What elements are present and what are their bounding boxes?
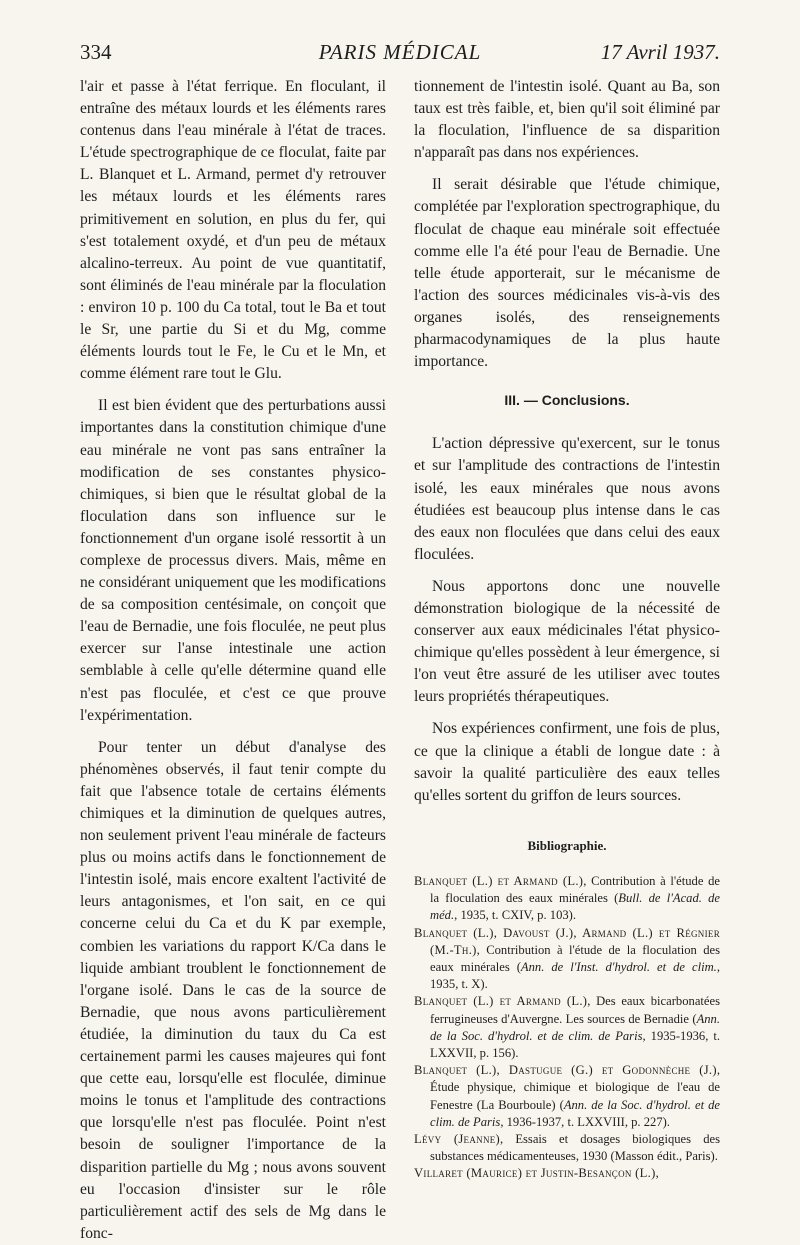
bibliography-entry — [414, 873, 720, 925]
paragraph: tionnement de l'intestin isolé. Quant au Ba, son taux est très faible, et, bien qu'il soit éliminé par la floculation, l'influence de sa disparition n'apparaît pas dans nos expériences. — [414, 78, 720, 162]
bibliography-heading: Bibliographie. — [527, 837, 607, 853]
page-header — [80, 40, 720, 70]
bibliography-entry — [414, 1165, 720, 1182]
paragraph: Il est bien évident que des perturbations aussi importantes dans la constitution chimique d'une eau minérale ne vont pas sans entraîner la modification de ses constantes physico-chimiques, si bien que le résultat global de la floculation dans son influence sur le fonctionnement d'un organe isolé ressortit à un complexe de processus divers. Mais, même en ne considérant uniquement que les modifications de sa composition centésimale, on conçoit que l'eau de Bernadie, une fois floculée, ne peut plus exercer sur l'anse intestinale une action semblable à celle qu'elle détermine quand elle n'est pas floculée, et c'est ce que prouve l'expérimentation. — [80, 397, 386, 724]
paragraph: Pour tenter un début d'analyse des phénomènes observés, il faut tenir compte du fait que l'absence totale de certains éléments chimiques et la diminution de quelques autres, non seulement privent l'eau minérale de facteurs plus ou moins actifs dans le fonctionnement de l'intestin isolé, mais encore exaltent l'activité de leurs antagonismes, et l'on sait, en ce qui concerne celui du Ca et du K par exemple, combien les variations du rapport K/Ca dans le liquide ambiant troublent le fonctionnement de l'organe isolé. Dans le cas de la source de Bernadie, que nous avons particulièrement étudiée, la diminution du taux du Ca est certainement parmi les causes majeures qui font que cette eau, lorsqu'elle est floculée, diminue moins le tonus et l'amplitude des contractions que lorsqu'elle n'est pas floculée. Point n'est besoin de souligner l'importance de la disparition partielle du Mg ; nous avons souvent eu l'occasion d'insister sur le rôle particulièrement actif des sels de Mg dans le fonc- — [80, 738, 386, 1242]
issue-date: 17 Avril 1937. — [600, 40, 720, 64]
ref-journal: Bull. de l'Acad. de méd. — [430, 891, 720, 923]
ref-authors: Blanquet (L.) et Armand (L.) — [414, 873, 584, 888]
journal-title: PARIS MÉDICAL — [318, 40, 482, 64]
paragraph: L'action dépressive qu'exercent, sur le tonus et sur l'amplitude des contractions de l'intestin isolé, les eaux minérales que nous avons étudiées est beaucoup plus intense dans le cas des eaux non floculées que dans celui des eaux floculées. — [414, 435, 720, 563]
paragraph: l'air et passe à l'état ferrique. En floculant, il entraîne des métaux lourds et les éléments rares contenus dans l'eau minérale à l'état de traces. L'étude spectrographique de ce floculat, faite par L. Blanquet et L. Armand, permet d'y retrouver les métaux lourds et les éléments rares primitivement en solution, en plus du fer, qui s'est totalement oxydé, et d'un peu de métaux alcalino-terreux. Au point de vue quantitatif, sont éliminés de l'eau minérale par la floculation : environ 10 p. 100 du Ca total, tout le Ba et tout le Sr, une partie du Si et du Mg, comme éléments lourds tout le Fe, le Cu et le Mn, et comme élément rare tout le Glu. — [80, 78, 386, 383]
ref-text: , 1935-1936, t. LXXVII, p. 156). — [430, 1028, 720, 1060]
ref-text: , 1935, t. X). — [430, 959, 720, 992]
paragraph: Nous apportons donc une nouvelle démonstration biologique de la nécessité de conserver aux eaux médicinales l'état physico-chimique qu'elles possèdent à leur émergence, si l'on veut être assuré de les utiliser avec toutes leurs propriétés thérapeutiques. — [414, 577, 720, 706]
left-column — [80, 76, 386, 1245]
ref-journal: Ann. de l'Inst. d'hydrol. et de clim. — [520, 959, 717, 974]
paragraph: Nos expériences confirment, une fois de plus, ce que la clinique a établi de longue date : à savoir la qualité particulière des eaux telles qu'elles sortent du griffon de leurs sources. — [414, 720, 720, 804]
ref-journal: Ann. de la Soc. d'hydrol. et de clim. de Paris — [430, 1097, 721, 1129]
ref-authors: Blanquet (L.), Dastugue (G.) et Godonnèche (J.) — [414, 1063, 717, 1078]
ref-authors: Blanquet (L.), Davoust (J.), Armand (L.) et Régnier (M.-Th.) — [414, 925, 720, 957]
ref-text: , 1935, t. CXIV, p. 103). — [454, 908, 577, 923]
bibliography-entry — [414, 1062, 720, 1131]
ref-text: , Contribution à l'étude de la floculation des eaux minérales ( — [430, 942, 720, 974]
ref-authors: Lévy (Jeanne) — [414, 1131, 501, 1146]
ref-authors: Blanquet (L.) et Armand (L.) — [414, 994, 588, 1009]
ref-text: , Étude physique, chimique et biologique de l'eau de Fenestre (La Bourboule) ( — [430, 1063, 720, 1112]
bibliography-list — [414, 873, 720, 1183]
right-column — [414, 76, 720, 1183]
ref-text: , Des eaux bicarbonatées ferrugineuses d'Auvergne. Les sources de Bernadie ( — [430, 994, 720, 1026]
page-number: 334 — [80, 40, 112, 64]
ref-authors: Villaret (Maurice) et Justin-Besançon (L.), — [414, 1166, 660, 1181]
bibliography-entry — [414, 993, 720, 1062]
ref-text: , 1936-1937, t. LXXVIII, p. 227). — [500, 1114, 670, 1129]
bibliography-entry — [414, 925, 720, 994]
ref-text: , Essais et dosages biologiques des substances médicamenteuses, 1930 (Masson édit., Paris). — [430, 1131, 720, 1164]
ref-text: , Contribution à l'étude de la floculation des eaux minérales ( — [430, 873, 720, 906]
section-heading: III. — Conclusions. — [504, 392, 630, 409]
bibliography-entry — [414, 1131, 720, 1165]
paragraph: Il serait désirable que l'étude chimique, complétée par l'exploration spectrographique, du floculat de chaque eau minérale soit effectuée comme elle l'a été pour l'eau de Bernadie. Une telle étude apporterait, sur le mécanisme de l'action des sources médicinales vis-à-vis des organes isolés, des renseignements pharmacodynamiques de la plus haute importance. — [414, 176, 720, 371]
ref-journal: Ann. de la Soc. d'hydrol. et de clim. de Paris — [430, 1011, 720, 1043]
